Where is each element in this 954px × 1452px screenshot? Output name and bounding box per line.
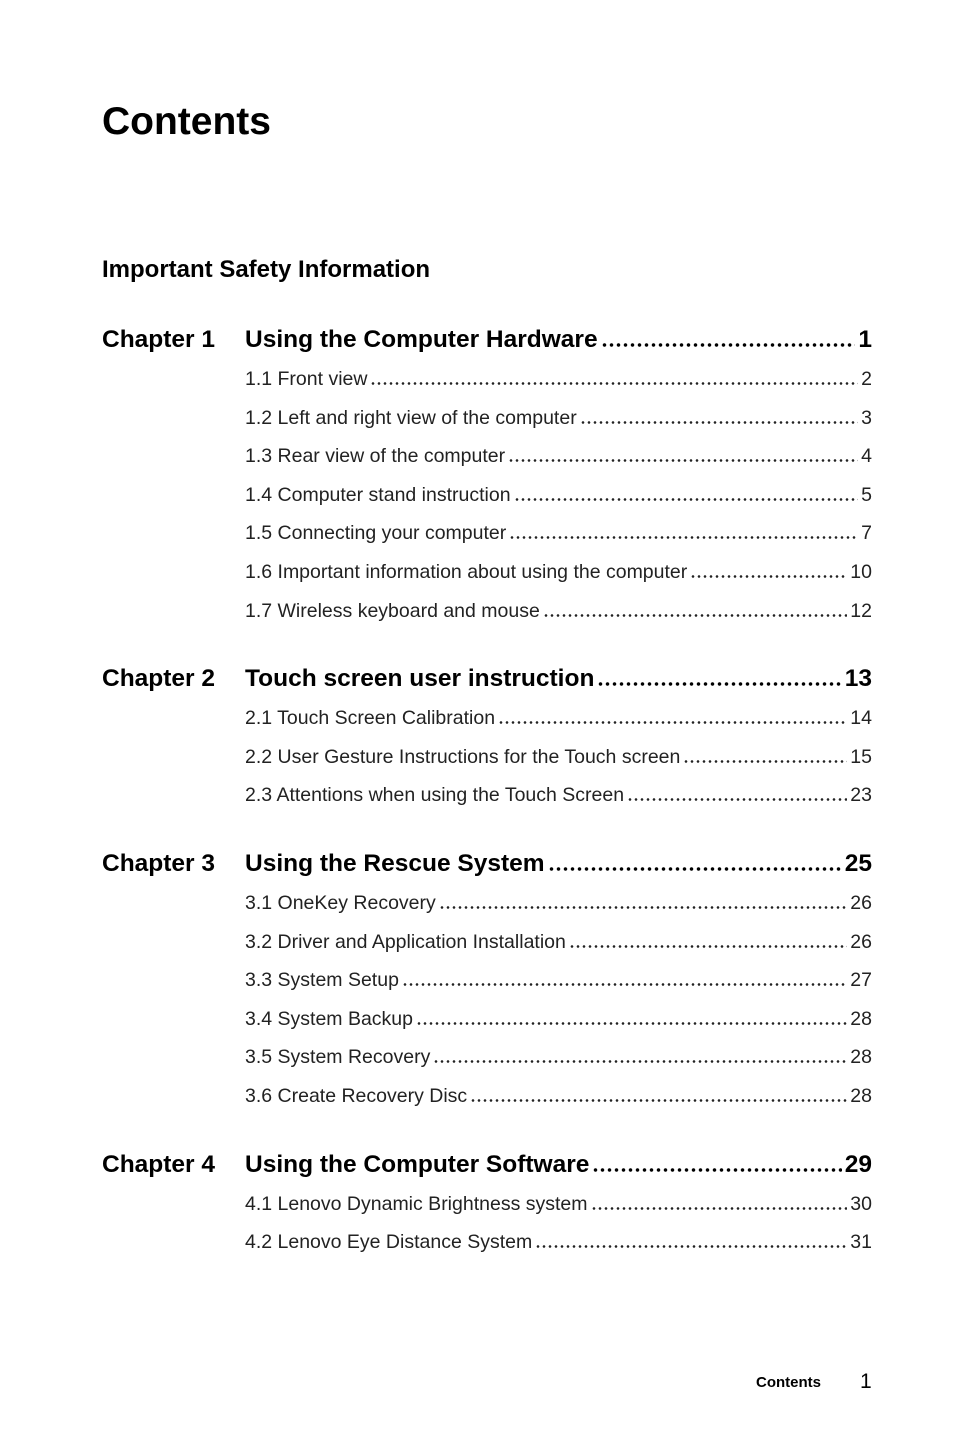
section-title: 4.2 Lenovo Eye Distance System [245, 1231, 533, 1254]
dot-leader [370, 382, 858, 385]
section-title: 4.1 Lenovo Dynamic Brightness system [245, 1192, 588, 1215]
dot-leader [592, 1168, 841, 1172]
section-title: 1.6 Important information about using the computer [245, 560, 688, 583]
section-page: 12 [850, 599, 872, 622]
dot-leader [514, 498, 859, 501]
section-page: 31 [850, 1231, 872, 1254]
section-page: 26 [850, 891, 872, 914]
toc-chapter[interactable] [102, 1145, 872, 1185]
dot-leader [591, 1207, 848, 1210]
section-page: 23 [850, 784, 872, 807]
toc-section[interactable] [245, 437, 872, 476]
section-page: 4 [861, 445, 872, 468]
section-title: 2.3 Attentions when using the Touch Screen [245, 784, 625, 807]
toc-section[interactable] [245, 776, 872, 815]
section-title: 1.2 Left and right view of the computer [245, 406, 577, 429]
toc-section[interactable] [245, 699, 872, 738]
section-title: 3.3 System Setup [245, 969, 399, 992]
section-page: 14 [850, 707, 872, 730]
toc-section[interactable] [245, 360, 872, 399]
dot-leader [627, 798, 847, 801]
page-title: Contents [102, 100, 271, 143]
dot-leader [535, 1245, 847, 1248]
dot-leader [402, 983, 847, 986]
toc-section[interactable] [245, 399, 872, 438]
footer-label: Contents [756, 1374, 821, 1391]
section-page: 28 [850, 1084, 872, 1107]
dot-leader [498, 721, 847, 724]
toc-section[interactable] [245, 1000, 872, 1039]
dot-leader [508, 459, 858, 462]
chapter-label: Chapter 1 [102, 326, 216, 353]
toc-section[interactable] [245, 1038, 872, 1077]
dot-leader [690, 575, 847, 578]
toc-section[interactable] [245, 592, 872, 631]
section-page: 28 [850, 1046, 872, 1069]
toc-section[interactable] [245, 514, 872, 553]
section-page: 28 [850, 1007, 872, 1030]
dot-leader [470, 1099, 847, 1102]
toc-section[interactable] [245, 738, 872, 777]
dot-leader [580, 421, 858, 424]
chapter-page: 13 [844, 665, 872, 693]
toc-section[interactable] [245, 476, 872, 515]
section-title: 3.5 System Recovery [245, 1046, 431, 1069]
chapter-label: Chapter 4 [102, 1150, 216, 1178]
dot-leader [416, 1022, 847, 1025]
section-title: 3.6 Create Recovery Disc [245, 1084, 468, 1107]
toc-section[interactable] [245, 884, 872, 923]
section-page: 10 [850, 560, 872, 583]
section-title: 1.4 Computer stand instruction [245, 483, 511, 506]
toc-section[interactable] [245, 1077, 872, 1116]
toc-entry-safety[interactable]: Important Safety Information [102, 256, 431, 283]
dot-leader [439, 906, 848, 909]
section-title: 1.7 Wireless keyboard and mouse [245, 599, 540, 622]
section-title: 3.1 OneKey Recovery [245, 891, 436, 914]
section-page: 30 [850, 1192, 872, 1215]
chapter-title: Using the Computer Software [245, 1150, 590, 1178]
dot-leader [683, 760, 847, 763]
dot-leader [543, 614, 847, 617]
chapter-page: 1 [858, 326, 872, 353]
toc-chapter[interactable] [102, 320, 872, 360]
dot-leader [548, 867, 842, 871]
toc-section[interactable] [245, 1185, 872, 1224]
toc-chapter[interactable] [102, 844, 872, 884]
chapter-title: Using the Rescue System [245, 849, 545, 877]
section-title: 1.5 Connecting your computer [245, 522, 507, 545]
toc-section[interactable] [245, 1223, 872, 1262]
dot-leader [597, 682, 841, 686]
chapter-title: Using the Computer Hardware [245, 326, 598, 353]
section-title: 2.2 User Gesture Instructions for the Touch screen [245, 745, 681, 768]
section-page: 2 [861, 368, 872, 390]
section-page: 26 [850, 930, 872, 953]
section-page: 3 [861, 406, 872, 429]
dot-leader [433, 1060, 847, 1063]
section-page: 5 [861, 483, 872, 506]
section-page: 15 [850, 745, 872, 768]
toc-chapter[interactable] [102, 659, 872, 699]
chapter-label: Chapter 2 [102, 665, 216, 693]
table-of-contents [102, 320, 872, 1262]
section-page: 27 [850, 969, 872, 992]
section-page: 7 [861, 522, 872, 545]
dot-leader [509, 536, 858, 539]
section-title: 2.1 Touch Screen Calibration [245, 707, 496, 730]
toc-section[interactable] [245, 961, 872, 1000]
toc-section[interactable] [245, 553, 872, 592]
section-title: 3.4 System Backup [245, 1007, 413, 1030]
page-number: 1 [860, 1370, 872, 1393]
chapter-title: Touch screen user instruction [245, 665, 595, 693]
chapter-page: 29 [844, 1150, 872, 1178]
section-title: 3.2 Driver and Application Installation [245, 930, 566, 953]
section-title: 1.1 Front view [245, 368, 368, 390]
chapter-page: 25 [844, 849, 872, 877]
toc-section[interactable] [245, 923, 872, 962]
chapter-label: Chapter 3 [102, 849, 216, 877]
dot-leader [601, 343, 856, 347]
section-title: 1.3 Rear view of the computer [245, 445, 506, 468]
dot-leader [569, 945, 847, 948]
